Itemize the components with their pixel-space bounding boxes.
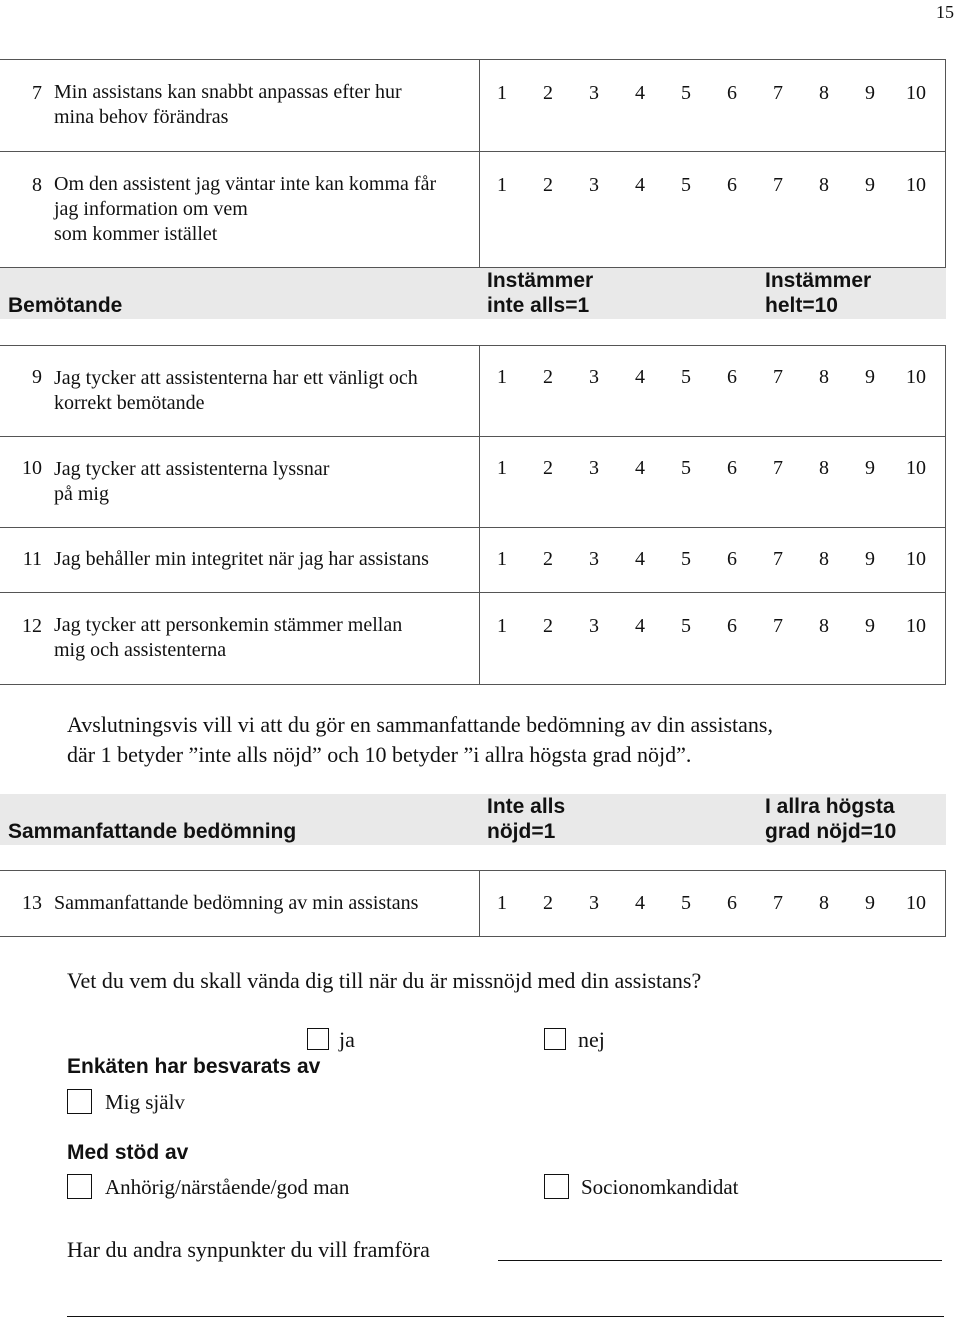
scale-option-8[interactable]: 8: [819, 174, 829, 196]
checkbox-ja[interactable]: [307, 1028, 329, 1050]
scale-option-2[interactable]: 2: [543, 174, 553, 196]
scale-option-4[interactable]: 4: [635, 366, 645, 388]
scale-option-2[interactable]: 2: [543, 548, 553, 570]
section-header-bemotande: [0, 268, 946, 319]
section-title: Sammanfattande bedömning: [8, 820, 297, 843]
summary-instructions: Avslutningsvis vill vi att du gör en sammanfattande bedömning av din assistans, där 1 betyder ”inte alls nöjd” och 10 betyder ”i allra högsta grad nöjd”.: [67, 712, 773, 767]
section-title: Bemötande: [8, 294, 123, 317]
scale-option-8[interactable]: 8: [819, 548, 829, 570]
answered-by-heading: Enkäten har besvarats av: [67, 1055, 321, 1078]
scale-option-5[interactable]: 5: [681, 615, 691, 637]
scale-option-10[interactable]: 10: [906, 82, 926, 104]
scale-option-8[interactable]: 8: [819, 892, 829, 914]
question-text: Jag behåller min integritet när jag har assistans: [54, 548, 429, 570]
scale-option-2[interactable]: 2: [543, 892, 553, 914]
scale-high-label: I allra högsta grad nöjd=10: [765, 795, 897, 843]
scale-option-4[interactable]: 4: [635, 82, 645, 104]
scale-option-5[interactable]: 5: [681, 82, 691, 104]
question-text: Jag tycker att assistenterna har ett vänligt och korrekt bemötande: [54, 367, 418, 414]
scale-option-3[interactable]: 3: [589, 82, 599, 104]
scale-low-label: Inte alls nöjd=1: [487, 795, 566, 843]
section-header-summary: [0, 794, 946, 845]
scale-option-5[interactable]: 5: [681, 366, 691, 388]
comment-line-1[interactable]: [498, 1260, 942, 1261]
comment-line-2[interactable]: [67, 1316, 944, 1317]
question-number: 11: [22, 548, 42, 570]
scale-option-6[interactable]: 6: [727, 366, 737, 388]
question-number: 8: [32, 174, 42, 196]
scale-high-label: Instämmer helt=10: [765, 269, 872, 317]
scale-option-8[interactable]: 8: [819, 457, 829, 479]
scale-option-10[interactable]: 10: [906, 615, 926, 637]
scale-option-1[interactable]: 1: [497, 457, 507, 479]
scale-option-3[interactable]: 3: [589, 366, 599, 388]
scale-option-7[interactable]: 7: [773, 615, 783, 637]
scale-option-3[interactable]: 3: [589, 615, 599, 637]
scale-option-6[interactable]: 6: [727, 82, 737, 104]
scale-option-5[interactable]: 5: [681, 457, 691, 479]
scale-option-8[interactable]: 8: [819, 366, 829, 388]
scale-option-3[interactable]: 3: [589, 457, 599, 479]
scale-option-4[interactable]: 4: [635, 615, 645, 637]
scale-option-1[interactable]: 1: [497, 366, 507, 388]
scale-option-6[interactable]: 6: [727, 174, 737, 196]
question-number: 7: [32, 82, 42, 104]
scale-option-5[interactable]: 5: [681, 174, 691, 196]
other-comments-prompt: Har du andra synpunkter du vill framföra: [67, 1237, 430, 1262]
scale-option-10[interactable]: 10: [906, 548, 926, 570]
rating-scale-13: [479, 871, 946, 936]
question-row-13: [0, 870, 946, 937]
question-text: Om den assistent jag väntar inte kan komma får jag information om vem som kommer istället: [54, 173, 437, 245]
scale-option-9[interactable]: 9: [865, 615, 875, 637]
question-row-10: [0, 436, 946, 528]
checkbox-label-socionomkandidat: Socionomkandidat: [581, 1175, 739, 1199]
question-text: Sammanfattande bedömning av min assistans: [54, 892, 419, 914]
scale-option-8[interactable]: 8: [819, 615, 829, 637]
checkbox-anhorig[interactable]: [67, 1174, 92, 1199]
scale-option-6[interactable]: 6: [727, 892, 737, 914]
scale-option-7[interactable]: 7: [773, 174, 783, 196]
checkbox-nej[interactable]: [544, 1028, 566, 1050]
checkbox-label-anhorig: Anhörig/närstående/god man: [105, 1175, 350, 1199]
scale-option-1[interactable]: 1: [497, 615, 507, 637]
scale-option-2[interactable]: 2: [543, 615, 553, 637]
scale-option-2[interactable]: 2: [543, 82, 553, 104]
scale-option-9[interactable]: 9: [865, 548, 875, 570]
scale-option-6[interactable]: 6: [727, 457, 737, 479]
question-row-11: [0, 527, 946, 593]
scale-option-5[interactable]: 5: [681, 892, 691, 914]
scale-low-label: Instämmer inte alls=1: [487, 269, 594, 317]
page-number: 15: [936, 2, 954, 22]
checkbox-socionomkandidat[interactable]: [544, 1174, 569, 1199]
scale-option-4[interactable]: 4: [635, 457, 645, 479]
scale-option-7[interactable]: 7: [773, 548, 783, 570]
scale-option-3[interactable]: 3: [589, 548, 599, 570]
question-text: Jag tycker att assistenterna lyssnar på mig: [54, 458, 330, 505]
rating-scale-8: [479, 152, 946, 267]
scale-option-9[interactable]: 9: [865, 366, 875, 388]
question-number: 9: [32, 366, 42, 388]
scale-option-3[interactable]: 3: [589, 892, 599, 914]
scale-option-1[interactable]: 1: [497, 892, 507, 914]
scale-option-9[interactable]: 9: [865, 457, 875, 479]
scale-option-10[interactable]: 10: [906, 457, 926, 479]
question-number: 13: [22, 892, 42, 914]
checkbox-label-mig-sjalv: Mig själv: [105, 1090, 185, 1114]
checkbox-mig-sjalv[interactable]: [67, 1089, 92, 1114]
scale-option-4[interactable]: 4: [635, 548, 645, 570]
scale-option-5[interactable]: 5: [681, 548, 691, 570]
scale-option-7[interactable]: 7: [773, 82, 783, 104]
scale-option-10[interactable]: 10: [906, 366, 926, 388]
scale-option-9[interactable]: 9: [865, 892, 875, 914]
scale-option-7[interactable]: 7: [773, 892, 783, 914]
question-number: 10: [22, 457, 42, 479]
question-text: Min assistans kan snabbt anpassas efter hur mina behov förändras: [54, 81, 402, 128]
scale-option-8[interactable]: 8: [819, 82, 829, 104]
scale-option-2[interactable]: 2: [543, 366, 553, 388]
scale-option-6[interactable]: 6: [727, 548, 737, 570]
scale-option-2[interactable]: 2: [543, 457, 553, 479]
question-row-9: [0, 345, 946, 437]
question-row-7: [0, 59, 946, 152]
question-text: Jag tycker att personkemin stämmer mellan mig och assistenterna: [54, 614, 403, 661]
scale-option-3[interactable]: 3: [589, 174, 599, 196]
question-row-12: [0, 592, 946, 685]
scale-option-10[interactable]: 10: [906, 174, 926, 196]
checkbox-label-ja: ja: [339, 1027, 355, 1052]
scale-option-7[interactable]: 7: [773, 366, 783, 388]
rating-scale-11: [479, 528, 946, 592]
scale-option-7[interactable]: 7: [773, 457, 783, 479]
checkbox-label-nej: nej: [578, 1027, 605, 1052]
support-heading: Med stöd av: [67, 1141, 189, 1164]
question-row-8: [0, 151, 946, 268]
rating-scale-10: [479, 437, 946, 527]
rating-scale-7: [479, 60, 946, 151]
rating-scale-12: [479, 593, 946, 684]
scale-option-4[interactable]: 4: [635, 892, 645, 914]
scale-option-6[interactable]: 6: [727, 615, 737, 637]
scale-option-9[interactable]: 9: [865, 82, 875, 104]
knowledge-question: Vet du vem du skall vända dig till när du är missnöjd med din assistans?: [67, 968, 702, 993]
scale-option-4[interactable]: 4: [635, 174, 645, 196]
scale-option-9[interactable]: 9: [865, 174, 875, 196]
scale-option-10[interactable]: 10: [906, 892, 926, 914]
rating-scale-9: [479, 346, 946, 436]
scale-option-1[interactable]: 1: [497, 548, 507, 570]
scale-option-1[interactable]: 1: [497, 174, 507, 196]
question-number: 12: [22, 615, 42, 637]
scale-option-1[interactable]: 1: [497, 82, 507, 104]
